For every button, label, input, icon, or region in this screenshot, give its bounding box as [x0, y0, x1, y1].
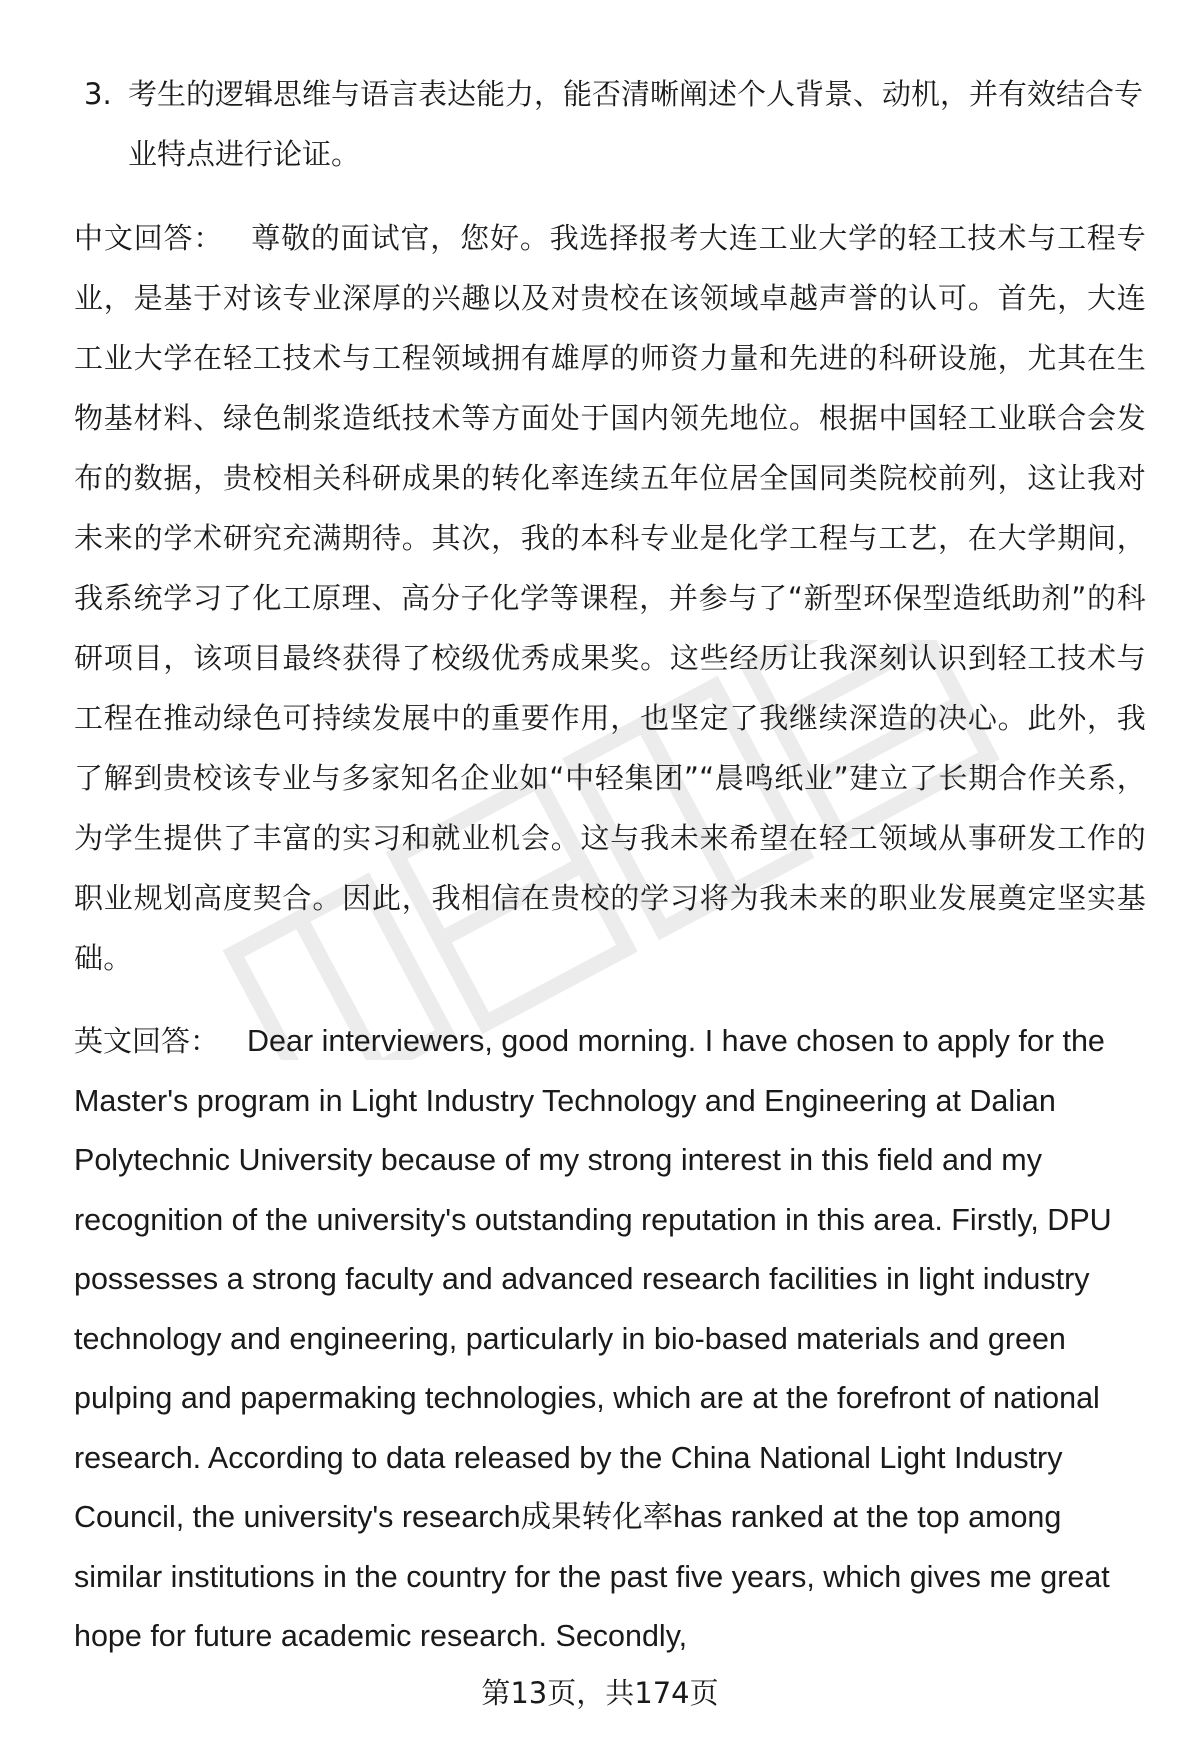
page-number: 第13页，共174页 — [481, 1676, 719, 1710]
criteria-list-item — [84, 64, 1148, 184]
english-answer-paragraph — [74, 1012, 1146, 1667]
page-footer — [0, 1673, 1200, 1713]
chinese-answer-paragraph — [74, 208, 1146, 988]
list-item-text: 考生的逻辑思维与语言表达能力，能否清晰阐述个人背景、动机，并有效结合专业特点进行论证。 — [128, 77, 1144, 171]
english-answer-text: Dear interviewers, good morning. I have chosen to apply for the Master's program in Light Industry Technology and Engineering at Dalian Polytechnic University because of my strong interest in this field and my recognition of the university's outstanding reputation in this area. Firstly, DPU possesses a strong faculty and advanced research facilities in light industry technology and engineering, particularly in bio-based materials and green pulping and papermaking technologies, which are at the forefront of national research. According to data released by the China National Light Industry Council, the university's research成果转化率has ranked at the top among similar institutions in the country for the past five years, which gives me great hope for future academic research. Secondly, — [74, 1024, 1112, 1653]
english-answer-label: 英文回答： — [74, 1024, 220, 1058]
list-number: 3. — [84, 77, 112, 111]
chinese-answer-text: 尊敬的面试官，您好。我选择报考大连工业大学的轻工技术与工程专业，是基于对该专业深厚的兴趣以及对贵校在该领域卓越声誉的认可。首先，大连工业大学在轻工技术与工程领域拥有雄厚的师资力量和先进的科研设施，尤其在生物基材料、绿色制浆造纸技术等方面处于国内领先地位。根据中国轻工业联合会发布的数据，贵校相关科研成果的转化率连续五年位居全国同类院校前列，这让我对未来的学术研究充满期待。其次，我的本科专业是化学工程与工艺，在大学期间，我系统学习了化工原理、高分子化学等课程，并参与了“新型环保型造纸助剂”的科研项目，该项目最终获得了校级优秀成果奖。这些经历让我深刻认识到轻工技术与工程在推动绿色可持续发展中的重要作用，也坚定了我继续深造的决心。此外，我了解到贵校该专业与多家知名企业如“中轻集团”“晨鸣纸业”建立了长期合作关系，为学生提供了丰富的实习和就业机会。这与我未来希望在轻工领域从事研发工作的职业规划高度契合。因此，我相信在贵校的学习将为我未来的职业发展奠定坚实基础。 — [74, 221, 1146, 975]
chinese-answer-label: 中文回答： — [74, 221, 224, 255]
